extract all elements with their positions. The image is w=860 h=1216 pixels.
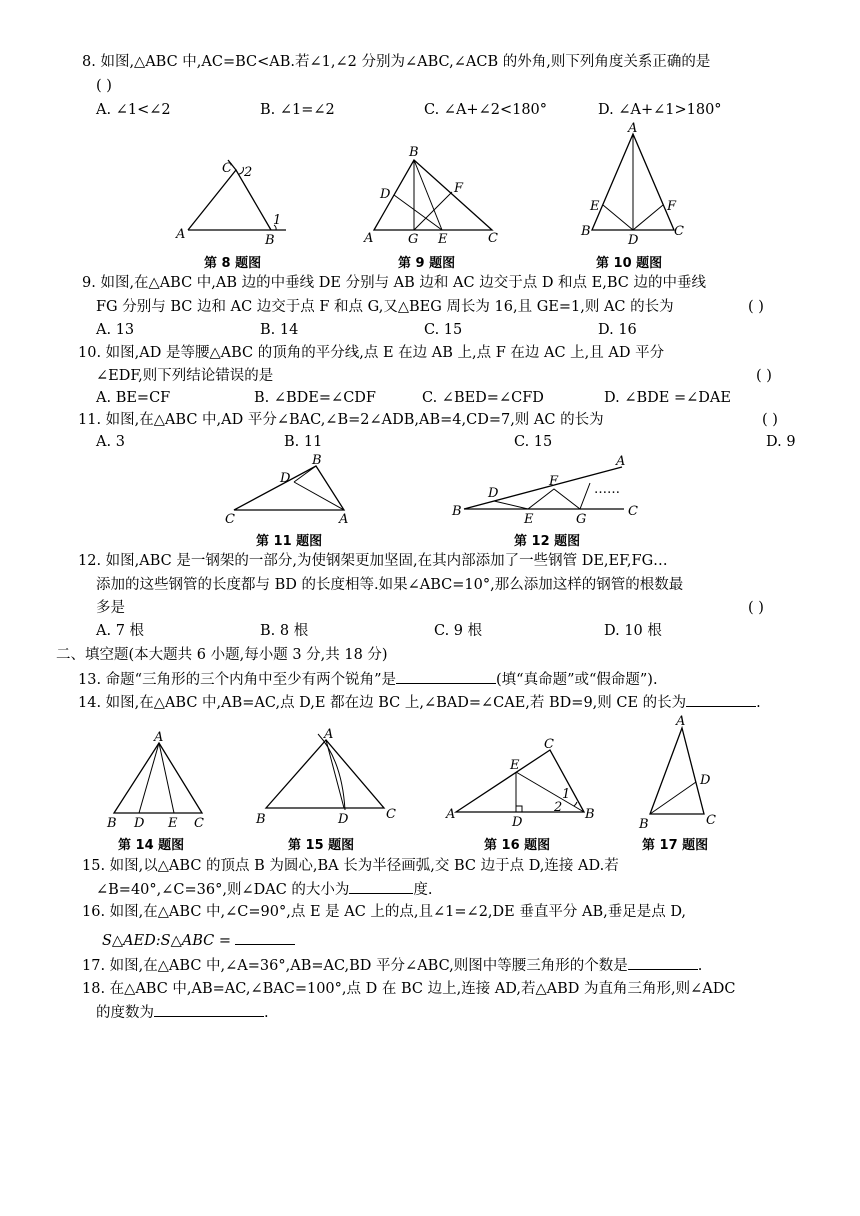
q12-option-d: D. 10 根 xyxy=(604,623,662,639)
q10-option-b: B. ∠BDE=∠CDF xyxy=(254,390,376,406)
fig12-label-e: E xyxy=(524,512,534,527)
q13-answer-blank[interactable] xyxy=(396,669,496,684)
q18-answer-blank[interactable] xyxy=(154,1002,264,1017)
fig8-angle2-arc xyxy=(239,167,243,174)
q18-stem-pre: 的度数为 xyxy=(96,1005,154,1021)
fig11-segment-ad xyxy=(294,482,344,510)
fig17-label-d: D xyxy=(700,773,711,788)
q8-option-d: D. ∠A+∠1>180° xyxy=(598,102,722,118)
fig15-label-a: A xyxy=(324,727,334,742)
figure-8-caption: 第 8 题图 xyxy=(204,256,262,271)
q10-stem-line2: ∠EDF,则下列结论错误的是 xyxy=(96,368,274,384)
figure-10-caption: 第 10 题图 xyxy=(596,256,663,271)
q11-answer-paren: ( ) xyxy=(762,412,778,428)
q8-options xyxy=(96,100,816,120)
fig9-label-f: F xyxy=(454,181,464,196)
q17-stem-pre: 17. 如图,在△ABC 中,∠A=36°,AB=AC,BD 平分∠ABC,则图中等腰三角形的个数是 xyxy=(82,958,628,974)
q14-stem xyxy=(78,692,761,713)
figure-15-diagram xyxy=(254,720,404,830)
q15-stem-line1: 15. 如图,以△ABC 的顶点 B 为圆心,BA 长为半径画弧,交 BC 边于点 D,连接 AD.若 xyxy=(82,858,619,874)
fig14-segment-ad xyxy=(139,743,159,813)
q15-stem-line2 xyxy=(96,879,433,900)
fig9-label-b: B xyxy=(409,145,419,160)
fig16-label-2: 2 xyxy=(554,800,563,815)
fig14-label-e: E xyxy=(168,816,178,831)
q17-stem-post: . xyxy=(697,958,703,974)
figure-12-caption: 第 12 题图 xyxy=(514,534,581,549)
q11-option-b: B. 11 xyxy=(284,434,323,450)
fig8-label-a: A xyxy=(176,227,186,242)
fig16-label-c: C xyxy=(544,737,554,752)
figure-11-caption: 第 11 题图 xyxy=(256,534,323,549)
fig9-label-c: C xyxy=(488,231,498,246)
fig12-label-g: G xyxy=(576,512,587,527)
q12-stem-line3: 多是 xyxy=(96,600,125,616)
fig8-triangle-sides xyxy=(188,170,271,230)
figure-10-diagram xyxy=(578,120,688,248)
fig15-label-d: D xyxy=(338,812,349,827)
fig11-segment-db xyxy=(294,466,316,482)
figure-17-caption: 第 17 题图 xyxy=(642,838,709,853)
q8-option-b: B. ∠1=∠2 xyxy=(260,102,335,118)
q10-options xyxy=(96,388,816,408)
fig10-label-b: B xyxy=(581,224,591,239)
fig11-label-d: D xyxy=(280,471,291,486)
fig16-angle-arc xyxy=(574,802,577,806)
fig12-continuation-dots: …… xyxy=(594,482,620,497)
q8-option-a: A. ∠1<∠2 xyxy=(96,102,171,118)
fig8-label-c: C xyxy=(222,161,232,176)
q13-stem xyxy=(78,669,658,690)
q14-stem-post: . xyxy=(756,695,761,711)
q18-stem-line2 xyxy=(96,1002,269,1023)
fig12-label-a: A xyxy=(616,454,626,469)
figure-9-caption: 第 9 题图 xyxy=(398,256,456,271)
q11-option-a: A. 3 xyxy=(96,434,125,450)
q9-answer-paren: ( ) xyxy=(748,299,764,315)
q17-stem xyxy=(82,955,702,976)
figure-16-diagram xyxy=(444,738,604,828)
q9-option-c: C. 15 xyxy=(424,322,463,338)
figure-9-diagram xyxy=(364,142,504,247)
q14-stem-pre: 14. 如图,在△ABC 中,AB=AC,点 D,E 都在边 BC 上,∠BAD=∠CAE,若 BD=9,则 CE 的长为 xyxy=(78,695,687,711)
q12-option-a: A. 7 根 xyxy=(96,623,145,639)
fig9-triangle xyxy=(374,160,492,230)
q18-stem-line1: 18. 在△ABC 中,AB=AC,∠BAC=100°,点 D 在 BC 边上,连接 AD,若△ABD 为直角三角形,则∠ADC xyxy=(82,981,736,997)
fig12-label-c: C xyxy=(628,504,638,519)
fig17-label-c: C xyxy=(706,813,716,828)
q10-option-a: A. BE=CF xyxy=(96,390,171,406)
fig16-segment-eb xyxy=(516,772,584,812)
fig12-label-b: B xyxy=(452,504,462,519)
q12-stem-line1: 12. 如图,ABC 是一钢架的一部分,为使钢架更加坚固,在其内部添加了一些钢管 DE,EF,FG… xyxy=(78,553,668,569)
fig14-label-c: C xyxy=(194,816,204,831)
fig14-label-a: A xyxy=(154,730,164,745)
q9-stem-line1: 9. 如图,在△ABC 中,AB 边的中垂线 DE 分别与 AB 边和 AC 边交于点 D 和点 E,BC 边的中垂线 xyxy=(82,275,706,291)
fig16-triangle xyxy=(456,750,584,812)
fig10-label-f: F xyxy=(667,199,677,214)
figure-11-diagram xyxy=(222,452,362,528)
fig17-label-b: B xyxy=(639,817,649,832)
fig10-label-a: A xyxy=(628,121,638,136)
fig10-label-c: C xyxy=(674,224,684,239)
section-2-heading: 二、填空题(本大题共 6 小题,每小题 3 分,共 18 分) xyxy=(56,647,388,663)
fig16-label-e: E xyxy=(510,758,520,773)
q9-option-a: A. 13 xyxy=(96,322,135,338)
fig14-triangle xyxy=(114,743,202,813)
q11-option-d: D. 9 xyxy=(766,434,796,450)
fig10-label-d: D xyxy=(628,233,639,248)
figure-12-diagram xyxy=(450,455,650,527)
q16-stem-line1: 16. 如图,在△ABC 中,∠C=90°,点 E 是 AC 上的点,且∠1=∠2,DE 垂直平分 AB,垂足是点 D, xyxy=(82,904,687,920)
q16-stem-line2 xyxy=(102,930,295,951)
fig8-label-b: B xyxy=(265,233,275,248)
q9-option-d: D. 16 xyxy=(598,322,637,338)
fig10-label-e: E xyxy=(590,199,600,214)
fig8-label-2: 2 xyxy=(244,165,253,180)
q17-answer-blank[interactable] xyxy=(628,955,698,970)
fig9-label-a: A xyxy=(364,231,374,246)
q9-stem-line2: FG 分别与 BC 边和 AC 边交于点 F 和点 G,又△BEG 周长为 16,且 GE=1,则 AC 的长为 xyxy=(96,299,674,315)
q9-options xyxy=(96,320,816,340)
q15-answer-blank[interactable] xyxy=(349,879,413,894)
fig16-label-1: 1 xyxy=(562,787,571,802)
fig12-label-d: D xyxy=(488,486,499,501)
q11-option-c: C. 15 xyxy=(514,434,553,450)
figure-14-caption: 第 14 题图 xyxy=(118,838,185,853)
fig11-label-b: B xyxy=(312,453,322,468)
q18-stem-post: . xyxy=(264,1005,269,1021)
fig9-label-d: D xyxy=(380,187,391,202)
q12-option-c: C. 9 根 xyxy=(434,623,483,639)
fig14-label-b: B xyxy=(107,816,117,831)
fig15-label-b: B xyxy=(256,812,266,827)
q15-stem-post: 度. xyxy=(413,882,433,898)
q13-stem-post: (填“真命题”或“假命题”). xyxy=(496,672,658,688)
fig16-label-a: A xyxy=(446,807,456,822)
q12-options xyxy=(96,621,816,641)
fig9-segment-fg xyxy=(414,192,452,230)
fig9-label-e: E xyxy=(438,232,448,247)
fig14-label-d: D xyxy=(134,816,145,831)
q11-stem: 11. 如图,在△ABC 中,AD 平分∠BAC,∠B=2∠ADB,AB=4,CD=7,则 AC 的长为 xyxy=(78,412,604,428)
q10-option-d: D. ∠BDE =∠DAE xyxy=(604,390,731,406)
fig16-label-d: D xyxy=(512,815,523,830)
fig15-label-c: C xyxy=(386,807,396,822)
q9-option-b: B. 14 xyxy=(260,322,299,338)
q16-answer-blank[interactable] xyxy=(235,930,295,945)
fig14-segment-ae xyxy=(159,743,174,813)
q15-stem-pre: ∠B=40°,∠C=36°,则∠DAC 的大小为 xyxy=(96,882,350,898)
fig10-segment-df xyxy=(633,205,663,230)
fig12-steel-tubes xyxy=(494,483,590,509)
fig16-label-b: B xyxy=(585,807,595,822)
fig17-triangle xyxy=(650,728,704,814)
fig17-label-a: A xyxy=(676,714,686,729)
q8-stem-line1: 8. 如图,△ABC 中,AC=BC<AB.若∠1,∠2 分别为∠ABC,∠ACB 的外角,则下列角度关系正确的是 xyxy=(82,54,711,70)
q12-answer-paren: ( ) xyxy=(748,600,764,616)
fig9-label-g: G xyxy=(408,232,419,247)
fig11-label-a: A xyxy=(339,512,349,527)
figure-8-diagram xyxy=(176,158,296,248)
fig15-triangle xyxy=(266,740,384,808)
figure-16-caption: 第 16 题图 xyxy=(484,838,551,853)
fig12-label-f: F xyxy=(549,474,559,489)
figure-15-caption: 第 15 题图 xyxy=(288,838,355,853)
q8-answer-paren: ( ) xyxy=(96,78,112,94)
figure-17-diagram xyxy=(636,712,726,830)
q12-option-b: B. 8 根 xyxy=(260,623,309,639)
fig17-segment-bd xyxy=(650,782,696,814)
q13-stem-pre: 13. 命题“三角形的三个内角中至少有两个锐角”是 xyxy=(78,672,396,688)
q14-answer-blank[interactable] xyxy=(686,692,756,707)
q11-options xyxy=(96,432,816,452)
fig8-label-1: 1 xyxy=(273,213,282,228)
q12-stem-line2: 添加的这些钢管的长度都与 BD 的长度相等.如果∠ABC=10°,那么添加这样的钢管的根数最 xyxy=(96,577,684,593)
q10-option-c: C. ∠BED=∠CFD xyxy=(422,390,544,406)
fig10-segment-de xyxy=(603,205,633,230)
q16-area-ratio: S△AED:S△ABC = xyxy=(102,933,231,949)
fig11-label-c: C xyxy=(225,512,235,527)
figure-14-diagram xyxy=(102,731,212,831)
fig16-right-angle-mark xyxy=(516,806,522,812)
q8-option-c: C. ∠A+∠2<180° xyxy=(424,102,548,118)
q10-answer-paren: ( ) xyxy=(756,368,772,384)
q10-stem-line1: 10. 如图,AD 是等腰△ABC 的顶角的平分线,点 E 在边 AB 上,点 F 在边 AC 上,且 AD 平分 xyxy=(78,345,665,361)
